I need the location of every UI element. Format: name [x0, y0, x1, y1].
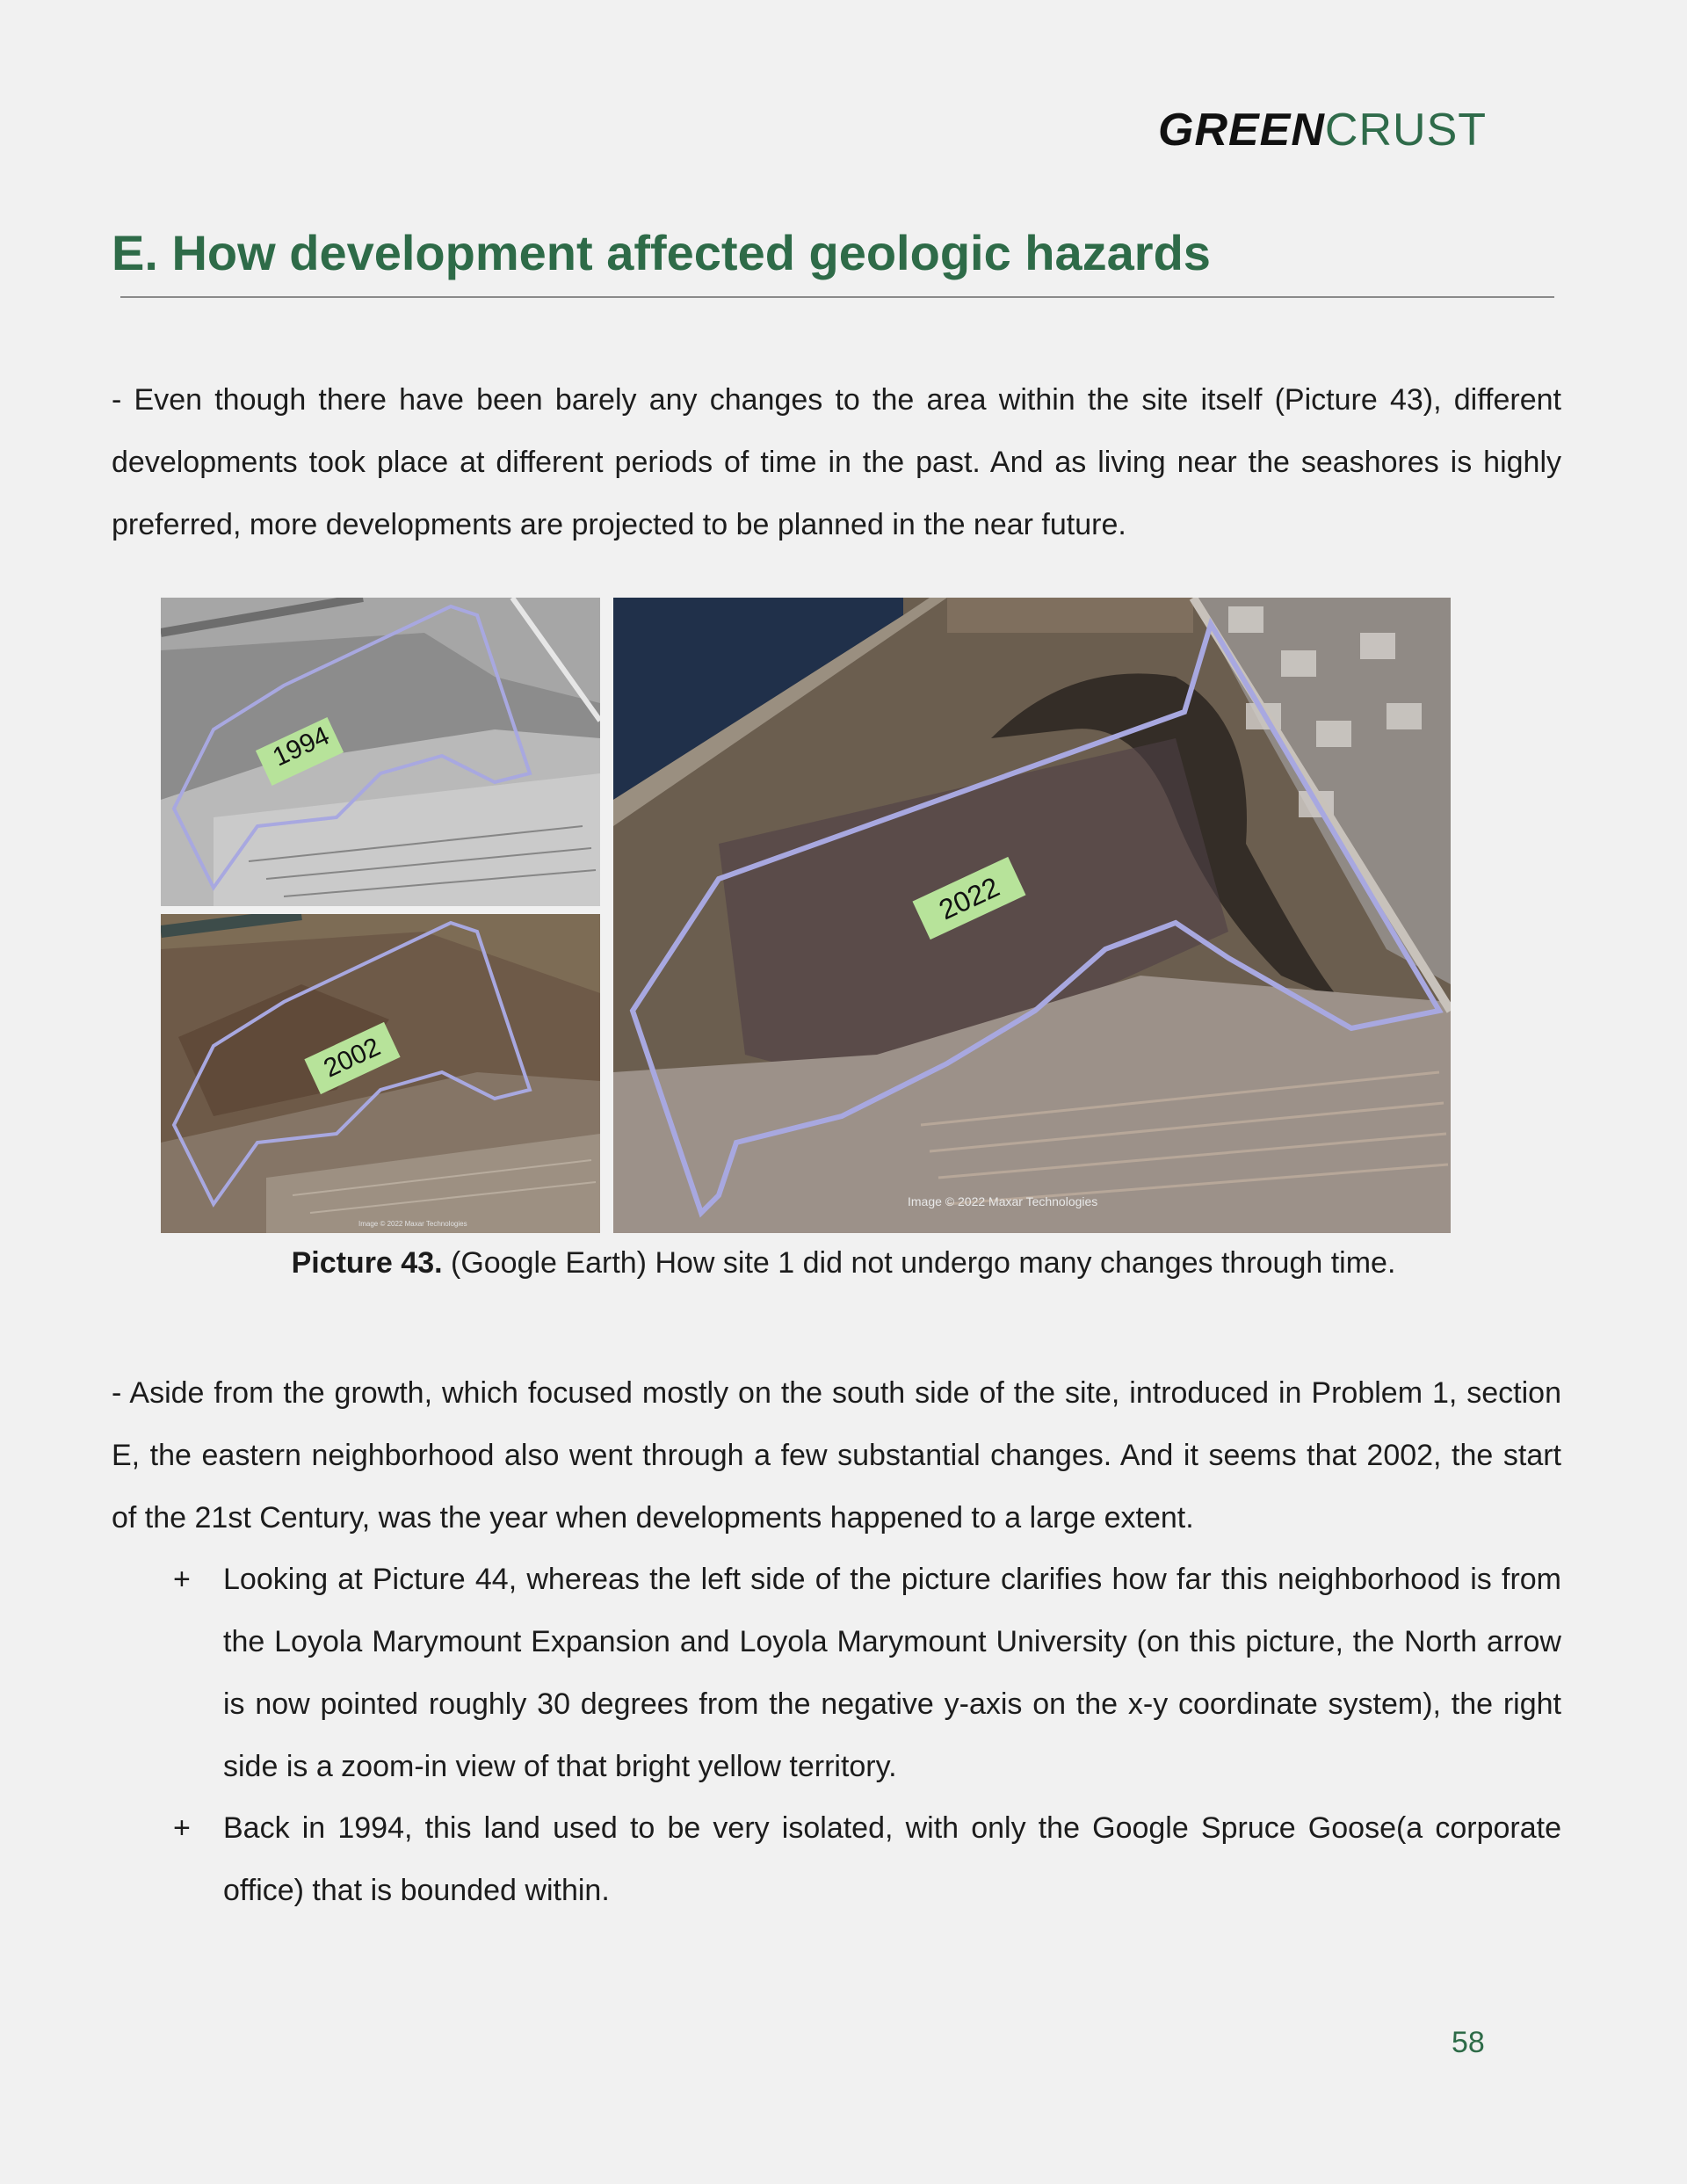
caption-text: (Google Earth) How site 1 did not undergo many changes through time.	[442, 1246, 1396, 1280]
list-item	[112, 1549, 1561, 1798]
aerial-photo-2022	[613, 598, 1451, 1233]
section-title: E. How development affected geologic hazards	[112, 225, 1211, 280]
page-number: 58	[1452, 2026, 1485, 2059]
year-label-1994: 1994	[268, 721, 335, 773]
bullet-text: Looking at Picture 44, whereas the left side of the picture clarifies how far this neighborhood is from the Loyola Marymount Expansion and Loyola Marymount University (on this picture, the North arrow is now pointed roughly 30 degrees from the negative y-axis on the x-y coordinate system), the right side is a zoom-in view of that bright yellow territory.	[223, 1563, 1561, 1783]
bullet-marker: +	[173, 1811, 191, 1845]
image-credit-2002: Image © 2022 Maxar Technologies	[358, 1220, 467, 1228]
list-item	[112, 1797, 1561, 1922]
aerial-photo-2002	[161, 914, 600, 1233]
title-divider	[120, 296, 1554, 298]
brand-logo-bold: GREEN	[1158, 105, 1325, 156]
intro-paragraph: - Even though there have been barely any changes to the area within the site itself (Picture 43), different developments took place at different periods of time in the past. And as living near the seashores is highly preferred, more developments are projected to be planned in the near future.	[112, 383, 1561, 541]
body-paragraph: - Aside from the growth, which focused mostly on the south side of the site, introduced in Problem 1, section E, the eastern neighborhood also went through a few substantial changes. And it seems that 2002, the start of the 21st Century, was the year when developments happened to a large extent.	[112, 1376, 1561, 1535]
year-label-2002: 2002	[304, 1022, 400, 1094]
image-credit-2022: Image © 2022 Maxar Technologies	[908, 1194, 1098, 1208]
bullet-text: Back in 1994, this land used to be very isolated, with only the Google Spruce Goose(a corporate office) that is bounded within.	[223, 1811, 1561, 1907]
year-label-2022: 2022	[912, 857, 1025, 940]
brand-logo	[1158, 104, 1487, 156]
bullet-marker: +	[173, 1563, 191, 1596]
brand-logo-light: CRUST	[1324, 105, 1488, 156]
figure-caption	[0, 1246, 1687, 1281]
aerial-photo-1994	[161, 598, 600, 906]
caption-label: Picture 43.	[291, 1246, 443, 1280]
